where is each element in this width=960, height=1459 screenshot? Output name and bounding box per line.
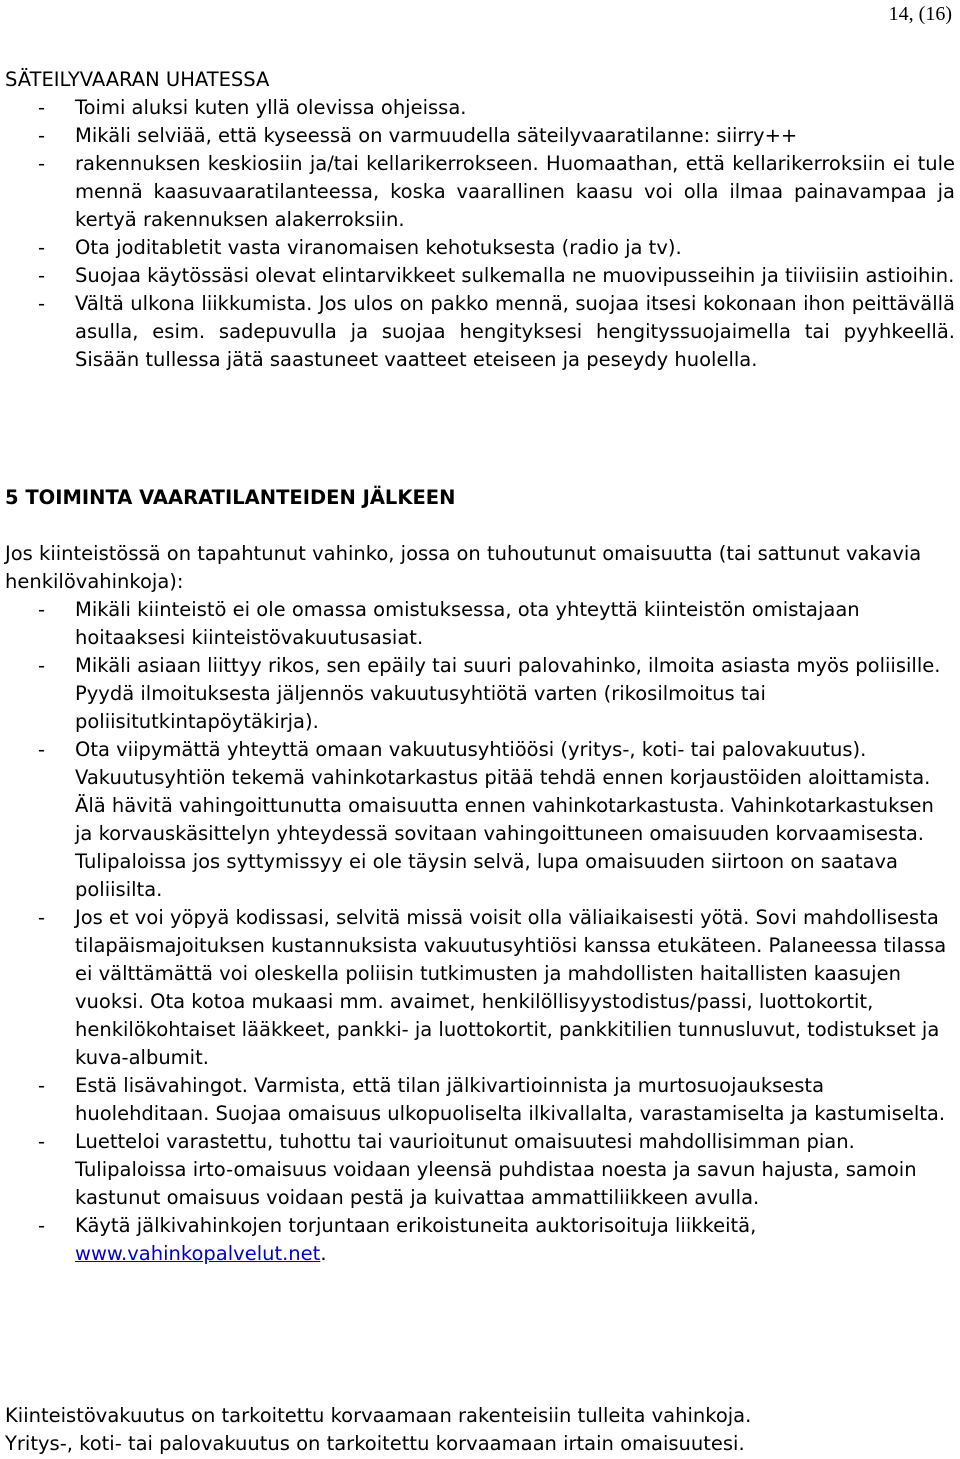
list-item: - Suojaa käytössäsi olevat elintarvikkeet sulkemalla ne muovipusseihin ja tiiviisiin astioihin. xyxy=(38,264,955,287)
list-item: - Ota joditabletit vasta viranomaisen kehotuksesta (radio ja tv). xyxy=(38,236,682,259)
list-item: - Estä lisävahingot. Varmista, että tilan jälkivartioinnista ja murtosuojauksesta huolehditaan. Suojaa omaisuus ulkopuoliselta ilkivallalta, varastamiselta ja kastumiselta. xyxy=(38,1074,946,1125)
section-heading: 5 TOIMINTA VAARATILANTEIDEN JÄLKEEN xyxy=(5,486,456,509)
list-item: - Mikäli selviää, että kyseessä on varmuudella säteilyvaaratilanne: siirry++ xyxy=(38,124,798,147)
list-item: - Luetteloi varastettu, tuhottu tai vaurioitunut omaisuutesi mahdollisimman pian. Tulipaloissa irto-omaisuus voidaan yleensä puhdistaa noesta ja savun hajusta, samoin kastunut omaisuus voidaan pestä ja kuivattaa ammattiliikkeen avulla. xyxy=(38,1130,917,1209)
closing-line: Kiinteistövakuutus on tarkoitettu korvaamaan rakenteisiin tulleita vahinkoja. xyxy=(5,1404,752,1427)
page-number: 14, (16) xyxy=(888,3,952,25)
vahinkopalvelut-link[interactable]: www.vahinkopalvelut.net xyxy=(75,1242,321,1265)
section-title: SÄTEILYVAARAN UHATESSA xyxy=(5,68,270,91)
after-hazard-section xyxy=(5,540,955,1268)
radiation-hazard-section xyxy=(5,66,955,374)
list-item: - Toimi aluksi kuten yllä olevissa ohjeissa. xyxy=(38,96,467,119)
list-item: - Ota viipymättä yhteyttä omaan vakuutusyhtiöösi (yritys-, koti- tai palovakuutus). Vakuutusyhtiön tekemä vahinkotarkastus pitää tehdä ennen korjaustöiden aloittamista. Älä hävitä vahingoittunutta omaisuutta ennen vahinkotarkastusta. Vahinkotarkastuksen ja korvauskäsittelyn yhteydessä sovitaan vahingoittuneen omaisuuden korvaamisesta. Tulipaloissa jos syttymissyy ei ole täysin selvä, lupa omaisuuden siirtoon on saatava poliisilta. xyxy=(38,738,934,901)
closing-paragraph xyxy=(5,1402,955,1458)
list-item: - Jos et voi yöpyä kodissasi, selvitä missä voisit olla väliaikaisesti yötä. Sovi mahdollisesta tilapäismajoituksen kustannuksista vakuutusyhtiösi kanssa etukäteen. Palaneessa tilassa ei välttämättä voi oleskella poliisin tutkimusten ja mahdollisten haitallisten kaasujen vuoksi. Ota kotoa mukaasi mm. avaimet, henkilöllisyystodistus/passi, luottokortit, henkilökohtaiset lääkkeet, pankki- ja luottokortit, pankkitilien tunnusluvut, todistukset ja kuva-albumit. xyxy=(38,906,947,1069)
list-item: - Mikäli kiinteistö ei ole omassa omistuksessa, ota yhteyttä kiinteistön omistajaan hoitaaksesi kiinteistövakuutusasiat. xyxy=(38,598,860,649)
list-item: - rakennuksen keskiosiin ja/tai kellarikerrokseen. Huomaathan, että kellarikerroksiin ei tule mennä kaasuvaaratilanteessa, koska vaarallinen kaasu voi olla ilmaa painavampaa ja kertyä rakennuksen alakerroksiin. xyxy=(38,152,955,231)
list-item: - Mikäli asiaan liittyy rikos, sen epäily tai suuri palovahinko, ilmoita asiasta myös poliisille. Pyydä ilmoituksesta jäljennös vakuutusyhtiötä varten (rikosilmoitus tai poliisitutkintapöytäkirja). xyxy=(38,654,941,733)
list-item: - Käytä jälkivahinkojen torjuntaan erikoistuneita auktorisoituja liikkeitä, www.vahinkopalvelut.net. xyxy=(38,1214,757,1265)
list-item: - Vältä ulkona liikkumista. Jos ulos on pakko mennä, suojaa itsesi kokonaan ihon peittävällä asulla, esim. sadepuvulla ja suojaa hengityksesi hengityssuojaimella tai pyyhkeellä. Sisään tullessa jätä saastuneet vaatteet eteiseen ja peseydy huolella. xyxy=(38,292,955,371)
intro-paragraph: Jos kiinteistössä on tapahtunut vahinko, jossa on tuhoutunut omaisuutta (tai sattunut vakavia henkilövahinkoja): xyxy=(5,542,922,593)
closing-line: Yritys-, koti- tai palovakuutus on tarkoitettu korvaamaan irtain omaisuutesi. xyxy=(5,1432,745,1455)
